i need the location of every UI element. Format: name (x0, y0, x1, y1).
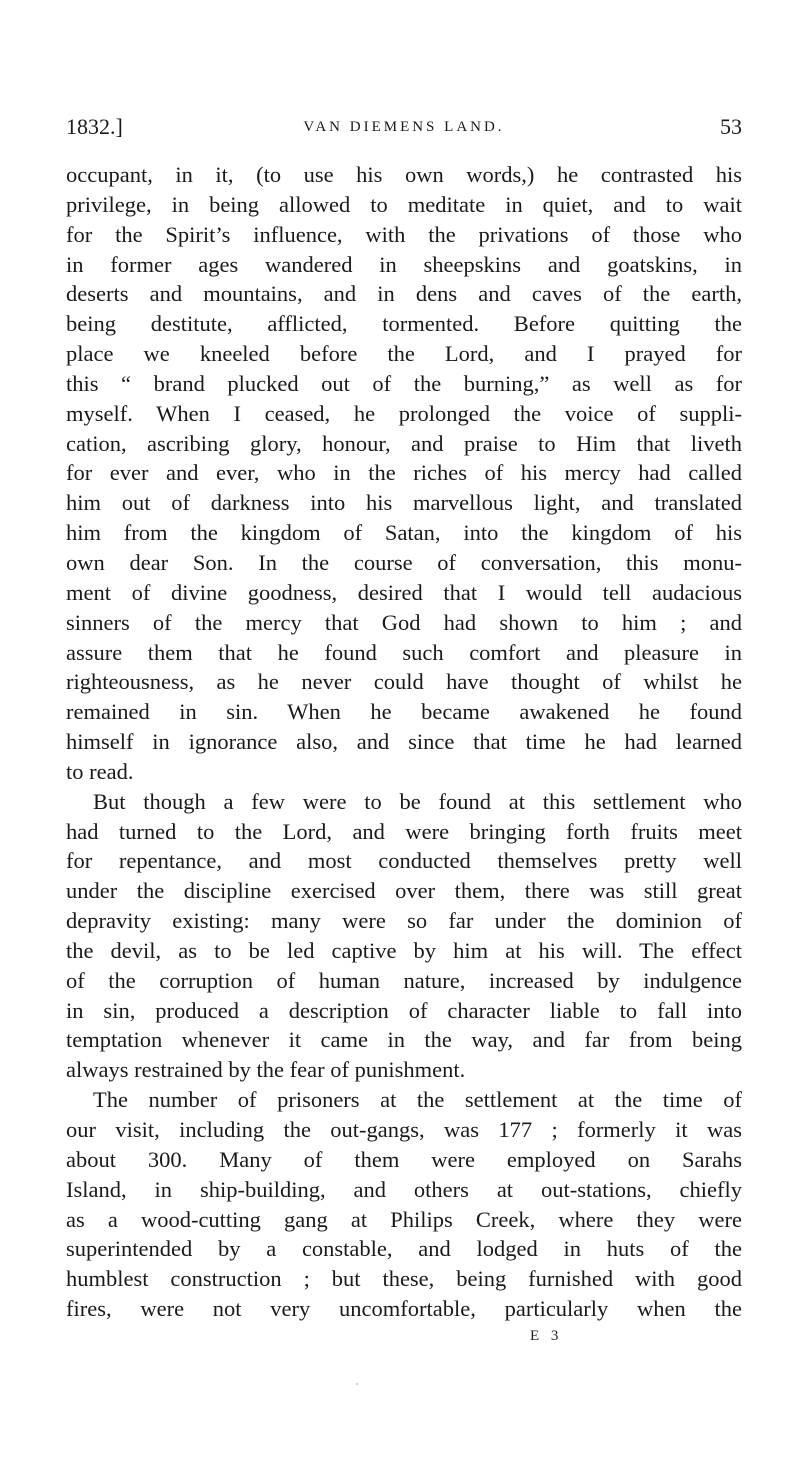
text-line: this “ brand plucked out of the burning,” as well as for (66, 370, 742, 396)
text-line: to read. (66, 758, 134, 784)
text-line: as a wood-cutting gang at Philips Creek, where they were (66, 1206, 742, 1232)
text-line: himself in ignorance also, and since that time he had learned (66, 729, 742, 755)
text-line: in sin, produced a description of character liable to fall into (66, 997, 742, 1023)
text-line: place we kneeled before the Lord, and I prayed for (66, 341, 742, 367)
text-line: superintended by a constable, and lodged in huts of the (66, 1236, 742, 1262)
page-number: 53 (720, 114, 742, 139)
text-line: Island, in ship-building, and others at out-stations, chiefly (66, 1176, 742, 1202)
paper-speck (356, 1383, 358, 1385)
signature-mark: E 3 (530, 1328, 563, 1344)
text-line: humblest construction ; but these, being furnished with good (66, 1266, 742, 1292)
text-line: him out of darkness into his marvellous light, and translated (66, 490, 742, 516)
text-line: assure them that he found such comfort and pleasure in (66, 639, 742, 665)
text-line: for ever and ever, who in the riches of his mercy had called (66, 460, 742, 486)
text-line: depravity existing: many were so far under the dominion of (66, 908, 742, 934)
text-line: the devil, as to be led captive by him at his will. The effect (66, 937, 742, 963)
running-head-year: 1832.] (66, 114, 123, 139)
text-line: privilege, in being allowed to meditate in quiet, and to wait (66, 191, 742, 217)
text-line: our visit, including the out-gangs, was 177 ; formerly it was (66, 1117, 742, 1142)
text-line: remained in sin. When he became awakened he found (66, 699, 742, 725)
text-line: him from the kingdom of Satan, into the kingdom of his (66, 520, 742, 546)
text-line: myself. When I ceased, he prolonged the voice of suppli- (66, 400, 742, 426)
text-line: being destitute, afflicted, tormented. Before quitting the (66, 311, 742, 337)
text-line: cation, ascribing glory, honour, and praise to Him that liveth (66, 430, 742, 456)
text-line: for repentance, and most conducted themselves pretty well (66, 848, 742, 874)
text-line: But though a few were to be found at this settlement who (93, 788, 742, 814)
text-line: temptation whenever it came in the way, and far from being (66, 1027, 742, 1053)
book-page (66, 0, 742, 1463)
text-line: The number of prisoners at the settlement at the time of (93, 1087, 742, 1113)
text-line: righteousness, as he never could have thought of whilst he (66, 669, 742, 695)
text-line: of the corruption of human nature, increased by indulgence (66, 967, 742, 993)
text-line: fires, were not very uncomfortable, particularly when the (66, 1296, 742, 1322)
text-line: own dear Son. In the course of conversation, this monu- (66, 549, 742, 575)
text-line: sinners of the mercy that God had shown to him ; and (66, 609, 742, 635)
running-head (66, 112, 742, 142)
text-line: under the discipline exercised over them, there was still great (66, 878, 742, 904)
running-head-title: VAN DIEMENS LAND. (303, 119, 505, 135)
body-text (66, 160, 742, 1324)
text-line: had turned to the Lord, and were bringing forth fruits meet (66, 818, 742, 844)
text-line: about 300. Many of them were employed on Sarahs (66, 1146, 742, 1172)
text-line: deserts and mountains, and in dens and caves of the earth, (66, 281, 742, 307)
text-line: ment of divine goodness, desired that I would tell audacious (66, 579, 742, 605)
text-line: always restrained by the fear of punishment. (66, 1057, 466, 1083)
text-line: for the Spirit’s influence, with the privations of those who (66, 221, 742, 247)
text-line: occupant, in it, (to use his own words,) he contrasted his (66, 162, 742, 187)
text-line: in former ages wandered in sheepskins and goatskins, in (66, 251, 742, 277)
